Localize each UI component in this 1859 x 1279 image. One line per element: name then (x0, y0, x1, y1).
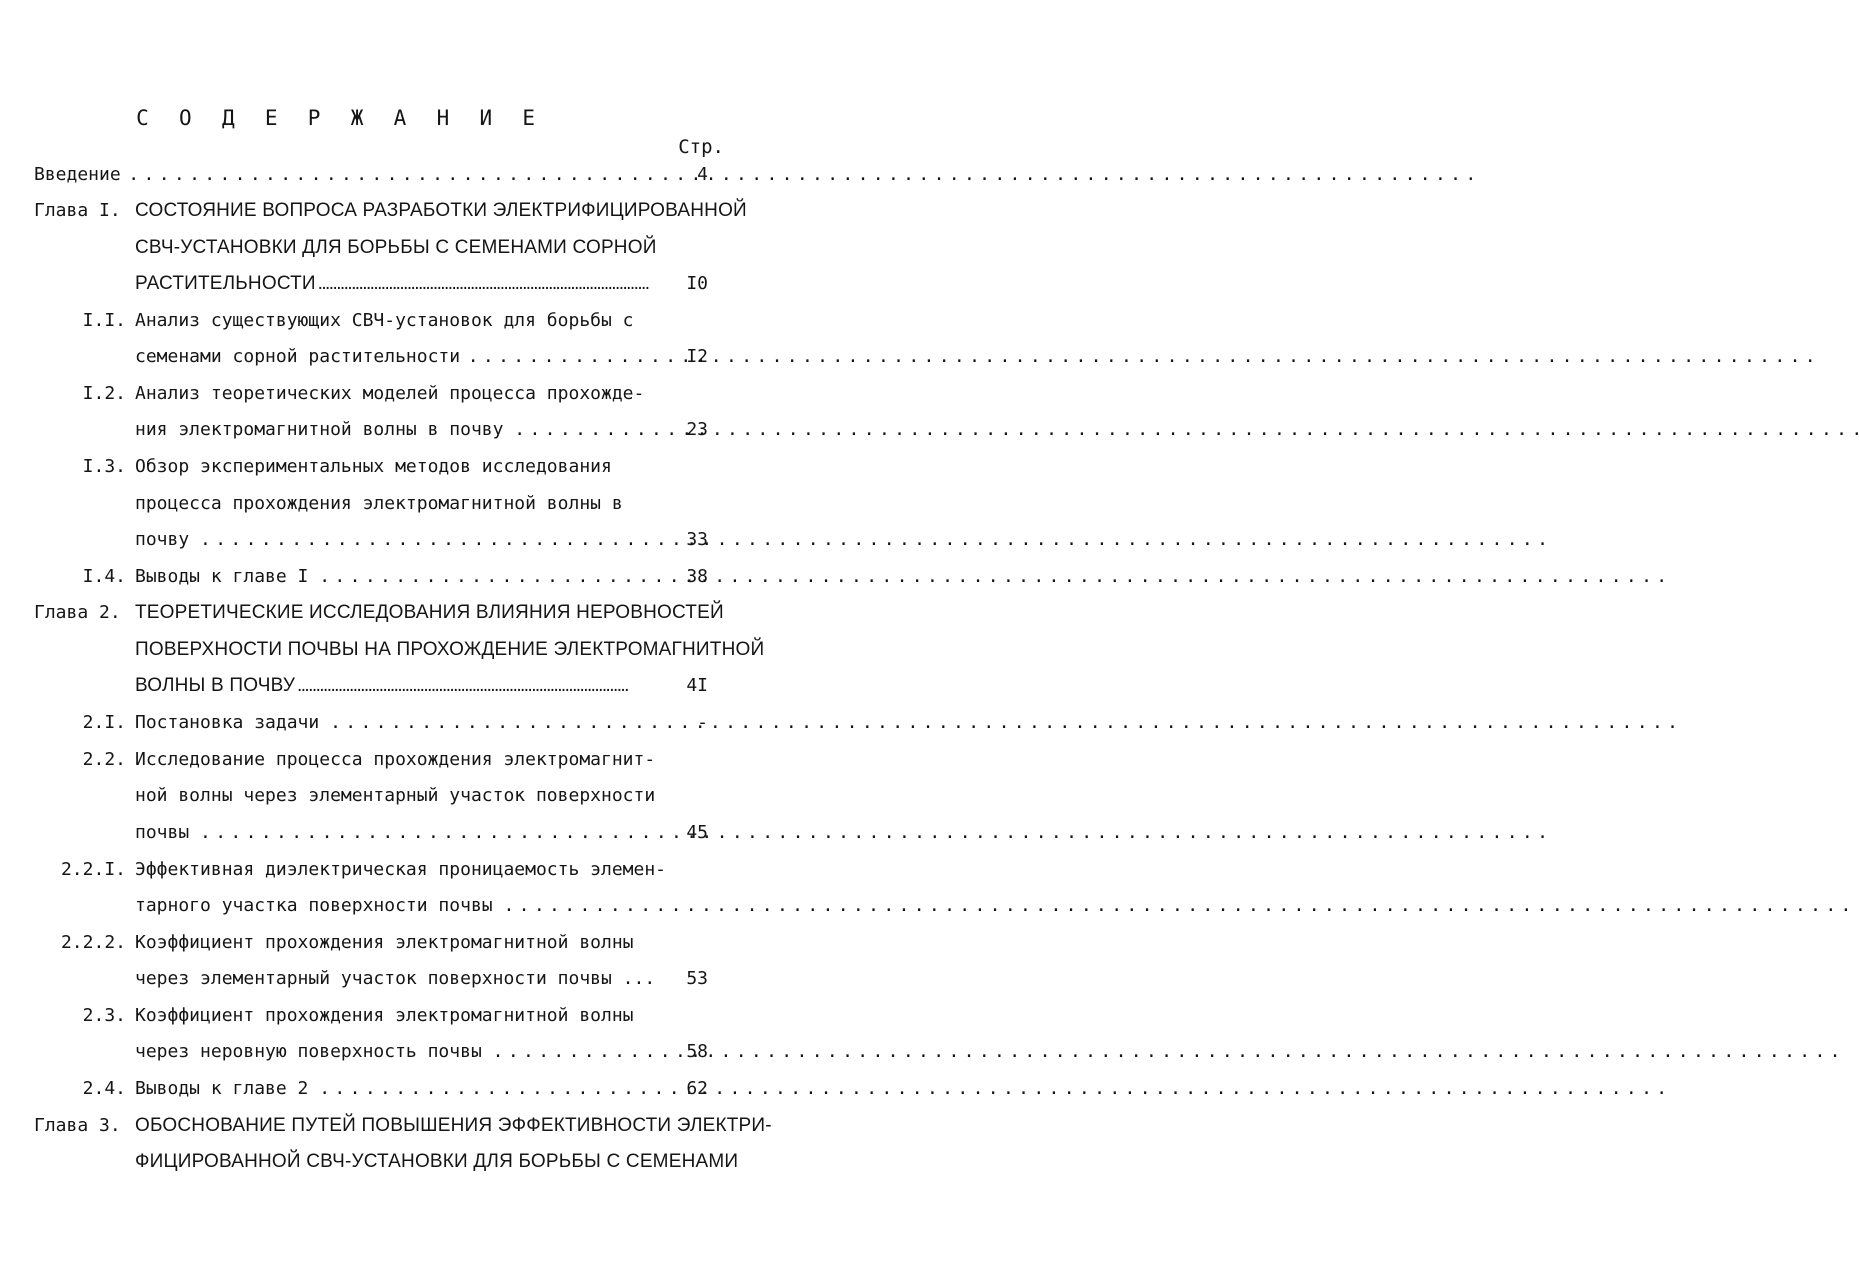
toc-entry-text: ПОВЕРХНОСТИ ПОЧВЫ НА ПРОХОЖДЕНИЕ ЭЛЕКТРОМАГНИТНОЙ (135, 639, 765, 660)
toc-entry-page: 53 (686, 968, 708, 989)
toc-entry-text: тарного участка поверхности почвы . . . (135, 888, 675, 924)
toc-entry-text: ния электромагнитной волны в почву . . . (135, 412, 675, 448)
toc-entry-text: через элементарный участок поверхности почвы ... (135, 968, 656, 989)
toc-entry-text: Анализ существующих СВЧ-установок для борьбы с (135, 310, 634, 331)
toc-entry-number: 2.2.2. (60, 932, 126, 953)
toc-entry-continuation (0, 266, 796, 302)
toc-entry-2-2-2 (0, 925, 796, 961)
toc-entry-page: I2 (686, 346, 708, 367)
toc-entry-continuation (0, 230, 796, 266)
toc-entry-page: 4 (697, 164, 708, 185)
toc-entry-continuation (0, 961, 796, 997)
toc-entry-number: 2.2.I. (60, 859, 126, 880)
toc-entry-text: СВЧ-УСТАНОВКИ ДЛЯ БОРЬБЫ С СЕМЕНАМИ СОРНОЙ (135, 237, 657, 258)
page-column-label: Стр. (678, 136, 724, 158)
toc-entry-text: ОБОСНОВАНИЕ ПУТЕЙ ПОВЫШЕНИЯ ЭФФЕКТИВНОСТИ ЭЛЕКТРИ- (135, 1115, 772, 1136)
toc-entry-page: 62 (686, 1078, 708, 1099)
toc-entry-text: почвы . . . (135, 815, 675, 851)
toc-entry-continuation (0, 632, 796, 668)
toc-entry-text: Анализ теоретических моделей процесса прохожде- (135, 383, 645, 404)
toc-entry-text: ТЕОРЕТИЧЕСКИЕ ИССЛЕДОВАНИЯ ВЛИЯНИЯ НЕРОВНОСТЕЙ (135, 602, 724, 623)
toc-entry-number: Глава 3. (34, 1115, 121, 1136)
toc-entry-page: 45 (686, 822, 708, 843)
toc-entry-2-3 (0, 998, 796, 1034)
toc-entry-text: СОСТОЯНИЕ ВОПРОСА РАЗРАБОТКИ ЭЛЕКТРИФИЦИРОВАННОЙ (135, 200, 747, 221)
toc-entry-number: I.I. (82, 310, 126, 331)
toc-entry-text: через неровную поверхность почвы . . . (135, 1034, 675, 1070)
toc-entry-page: 23 (686, 419, 708, 440)
toc-entry-number: Глава I. (34, 200, 121, 221)
toc-entry-text: Выводы к главе 2 . . . (135, 1071, 675, 1107)
toc-entry-continuation (0, 888, 796, 924)
toc-entry-page: 38 (686, 566, 708, 587)
toc-entry-continuation (0, 1034, 796, 1070)
toc-entry-1-3 (0, 449, 796, 485)
toc-entry-2-4 (0, 1071, 796, 1107)
toc-entry-text: Постановка задачи . . . (135, 705, 675, 741)
toc-entry-page: - (697, 712, 708, 733)
page-title: С О Д Е Р Ж А Н И Е (136, 106, 544, 130)
toc-entry-text: ФИЦИРОВАННОЙ СВЧ-УСТАНОВКИ ДЛЯ БОРЬБЫ С СЕМЕНАМИ (135, 1151, 739, 1172)
toc-entry-page: 33 (686, 529, 708, 550)
toc-entry-text: ной волны через элементарный участок поверхности (135, 785, 656, 806)
toc-entry-2-1 (0, 705, 796, 741)
toc-entry-page: 58 (686, 1041, 708, 1062)
toc-entry-text: процесса прохождения электромагнитной волны в (135, 493, 623, 514)
toc-entry-chapter-3 (0, 1108, 796, 1144)
toc-entry-text: ВОЛНЫ В ПОЧВУ . . . (135, 668, 675, 704)
toc-entry-text: Выводы к главе I . . . (135, 559, 675, 595)
toc-entry-number: I.4. (82, 566, 126, 587)
toc-entry-chapter-1 (0, 193, 796, 229)
toc-entry-continuation (0, 339, 796, 375)
toc-entry-text: Коэффициент прохождения электромагнитной волны (135, 932, 634, 953)
toc-entry-number: 2.3. (82, 1005, 126, 1026)
toc-entry-text: семенами сорной растительности . . . (135, 339, 675, 375)
toc-entry-text: почву . . . (135, 522, 675, 558)
toc-entry-1-2 (0, 376, 796, 412)
toc-entry-number: 2.2. (82, 749, 126, 770)
toc-entry-2-2 (0, 742, 796, 778)
toc-entry-continuation (0, 486, 796, 522)
toc-entry-page: 4I (686, 675, 708, 696)
toc-entry-number: I.3. (82, 456, 126, 477)
toc-entry-number: I.2. (82, 383, 126, 404)
toc-entry-number: 2.I. (82, 712, 126, 733)
toc-entry-continuation (0, 522, 796, 558)
toc-entry-continuation (0, 1144, 796, 1180)
toc-entry-1-4 (0, 559, 796, 595)
toc-entry-text: Эффективная диэлектрическая проницаемость элемен- (135, 859, 667, 880)
toc-page (0, 0, 796, 1279)
toc-entry-2-2-1 (0, 852, 796, 888)
toc-entry-page: I0 (686, 273, 708, 294)
toc-entry-1-1 (0, 303, 796, 339)
toc-entry-text: РАСТИТЕЛЬНОСТИ . . . (135, 266, 675, 302)
toc-entry-continuation (0, 778, 796, 814)
toc-entry-text: Введение . . . (34, 157, 675, 193)
toc-entry-chapter-2 (0, 595, 796, 631)
toc-entry-text: Коэффициент прохождения электромагнитной волны (135, 1005, 634, 1026)
toc-entry-continuation (0, 412, 796, 448)
toc-entry-continuation (0, 815, 796, 851)
toc-entry-continuation (0, 668, 796, 704)
toc-entry-text: Обзор экспериментальных методов исследования (135, 456, 612, 477)
toc-entry-number: Глава 2. (34, 602, 121, 623)
toc-entry-number: 2.4. (82, 1078, 126, 1099)
toc-entry-text: Исследование процесса прохождения электромагнит- (135, 749, 656, 770)
toc-entry-introduction (0, 157, 796, 193)
